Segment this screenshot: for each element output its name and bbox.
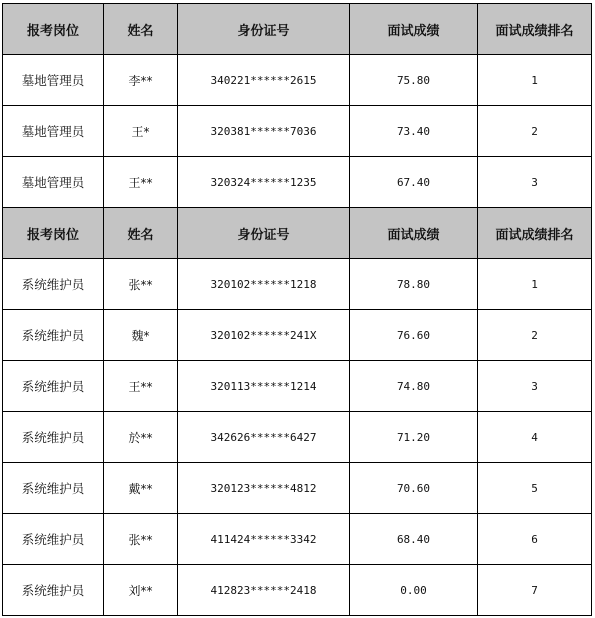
header-interview-score: 面试成绩 [350,208,478,259]
header-position: 报考岗位 [3,4,104,55]
cell-score-rank: 6 [478,514,592,565]
results-table-body [3,4,592,616]
results-table [2,3,592,616]
cell-score-rank: 5 [478,463,592,514]
cell-name: 王* [104,106,178,157]
cell-position: 系统维护员 [3,565,104,616]
cell-score-rank: 1 [478,55,592,106]
cell-name: 於** [104,412,178,463]
header-id-number: 身份证号 [178,4,350,55]
cell-position: 系统维护员 [3,412,104,463]
cell-position: 系统维护员 [3,361,104,412]
cell-position: 系统维护员 [3,514,104,565]
cell-score-rank: 3 [478,361,592,412]
cell-id-number: 411424******3342 [178,514,350,565]
cell-interview-score: 73.40 [350,106,478,157]
cell-score-rank: 1 [478,259,592,310]
header-id-number: 身份证号 [178,208,350,259]
table-row [3,157,592,208]
cell-name: 魏* [104,310,178,361]
cell-id-number: 412823******2418 [178,565,350,616]
header-name: 姓名 [104,208,178,259]
cell-interview-score: 70.60 [350,463,478,514]
cell-score-rank: 7 [478,565,592,616]
header-position: 报考岗位 [3,208,104,259]
cell-id-number: 320381******7036 [178,106,350,157]
table-row [3,565,592,616]
cell-interview-score: 76.60 [350,310,478,361]
cell-position: 系统维护员 [3,310,104,361]
cell-position: 系统维护员 [3,463,104,514]
cell-position: 墓地管理员 [3,55,104,106]
cell-name: 王** [104,157,178,208]
cell-score-rank: 2 [478,106,592,157]
cell-interview-score: 68.40 [350,514,478,565]
cell-name: 张** [104,259,178,310]
cell-interview-score: 74.80 [350,361,478,412]
cell-name: 李** [104,55,178,106]
cell-interview-score: 0.00 [350,565,478,616]
cell-id-number: 320324******1235 [178,157,350,208]
header-row [3,208,592,259]
table-row [3,55,592,106]
cell-name: 王** [104,361,178,412]
cell-score-rank: 2 [478,310,592,361]
header-interview-score: 面试成绩 [350,4,478,55]
cell-id-number: 320113******1214 [178,361,350,412]
cell-id-number: 320102******241X [178,310,350,361]
header-row [3,4,592,55]
cell-id-number: 340221******2615 [178,55,350,106]
cell-id-number: 320123******4812 [178,463,350,514]
cell-position: 墓地管理员 [3,106,104,157]
cell-position: 系统维护员 [3,259,104,310]
table-row [3,106,592,157]
table-row [3,514,592,565]
cell-score-rank: 4 [478,412,592,463]
table-row [3,463,592,514]
cell-id-number: 320102******1218 [178,259,350,310]
table-row [3,361,592,412]
cell-interview-score: 75.80 [350,55,478,106]
cell-name: 刘** [104,565,178,616]
table-row [3,259,592,310]
table-row [3,412,592,463]
cell-id-number: 342626******6427 [178,412,350,463]
header-score-rank: 面试成绩排名 [478,208,592,259]
cell-interview-score: 78.80 [350,259,478,310]
header-name: 姓名 [104,4,178,55]
cell-name: 张** [104,514,178,565]
cell-interview-score: 71.20 [350,412,478,463]
table-row [3,310,592,361]
cell-position: 墓地管理员 [3,157,104,208]
header-score-rank: 面试成绩排名 [478,4,592,55]
cell-score-rank: 3 [478,157,592,208]
cell-name: 戴** [104,463,178,514]
cell-interview-score: 67.40 [350,157,478,208]
